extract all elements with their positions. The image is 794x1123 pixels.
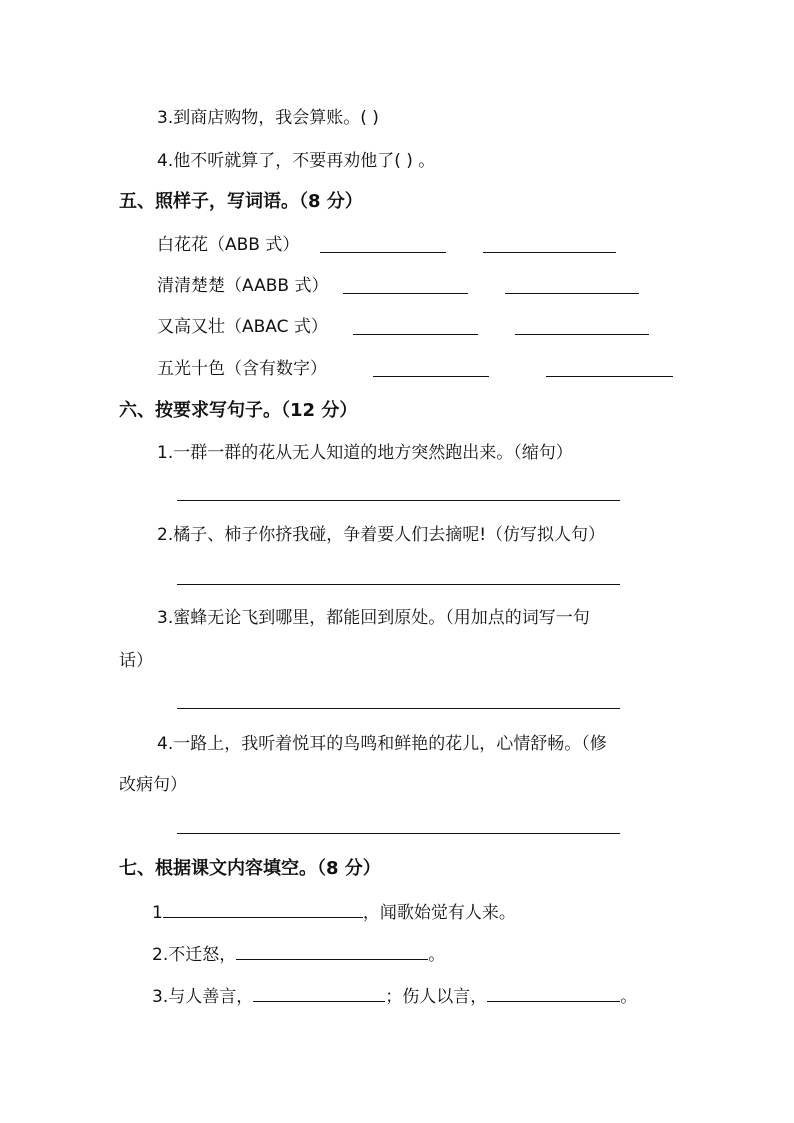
part5-row-2-label: 清清楚楚（AABB 式） (157, 276, 329, 296)
part7-q2-blank[interactable] (236, 941, 428, 960)
part7-q3-mid: ；伤人以言， (385, 987, 488, 1007)
part5-row-4-blank-2[interactable] (546, 376, 673, 377)
part7-q1-prefix: 1 (152, 903, 163, 923)
part7-q3-prefix: 3.与人善言， (152, 987, 254, 1007)
part5-row-4-label: 五光十色（含有数字） (157, 359, 327, 379)
part5-row-1-blank-2[interactable] (483, 252, 616, 253)
part6-question-1: 1.一群一群的花从无人知道的地方突然跑出来。（缩句） (157, 443, 573, 463)
part7-q2-suffix: 。 (428, 945, 446, 965)
part4-question-4: 4.他不听就算了，不要再劝他了( ) 。 (157, 151, 436, 171)
part7-question-1 (152, 899, 516, 925)
part7-q3-blank-2[interactable] (487, 983, 620, 1002)
part5-row-3-blank-2[interactable] (515, 334, 649, 335)
part7-q3-suffix: 。 (620, 987, 638, 1007)
part7-q1-blank[interactable] (163, 899, 363, 918)
part7-q2-prefix: 2.不迁怒， (152, 945, 237, 965)
part6-question-4-line-1: 4.一路上，我听着悦耳的鸟鸣和鲜艳的花儿，心情舒畅。（修 (157, 734, 607, 754)
part5-row-2-blank-1[interactable] (343, 293, 468, 294)
part5-row-2-blank-2[interactable] (505, 293, 639, 294)
part7-question-3 (152, 983, 637, 1009)
part5-heading: 五、照样子，写词语。（8 分） (119, 191, 363, 212)
part5-row-3-label: 又高又壮（ABAC 式） (157, 317, 328, 337)
part7-q1-suffix: ，闻歌始觉有人来。 (362, 903, 516, 923)
part5-row-3-blank-1[interactable] (353, 334, 478, 335)
part6-answer-line-1[interactable] (177, 500, 620, 501)
part4-question-3: 3.到商店购物，我会算账。( ) (157, 108, 379, 128)
part6-answer-line-3[interactable] (177, 708, 620, 709)
part6-question-2: 2.橘子、柿子你挤我碰，争着要人们去摘呢!（仿写拟人句） (157, 525, 606, 545)
part6-answer-line-4[interactable] (177, 833, 620, 834)
part7-q3-blank-1[interactable] (253, 983, 385, 1002)
part5-row-1-label: 白花花（ABB 式） (157, 235, 300, 255)
part5-row-4-blank-1[interactable] (373, 376, 489, 377)
part7-question-2 (152, 941, 445, 967)
part6-question-3-line-1: 3.蜜蜂无论飞到哪里，都能回到原处。（用加点的词写一句 (157, 608, 590, 628)
part6-question-3-line-2: 话） (119, 651, 153, 671)
part6-question-4-line-2: 改病句） (119, 775, 187, 795)
part5-row-1-blank-1[interactable] (320, 252, 446, 253)
part6-answer-line-2[interactable] (177, 584, 620, 585)
part6-heading: 六、按要求写句子。（12 分） (119, 400, 358, 421)
part7-heading: 七、根据课文内容填空。（8 分） (119, 858, 381, 879)
